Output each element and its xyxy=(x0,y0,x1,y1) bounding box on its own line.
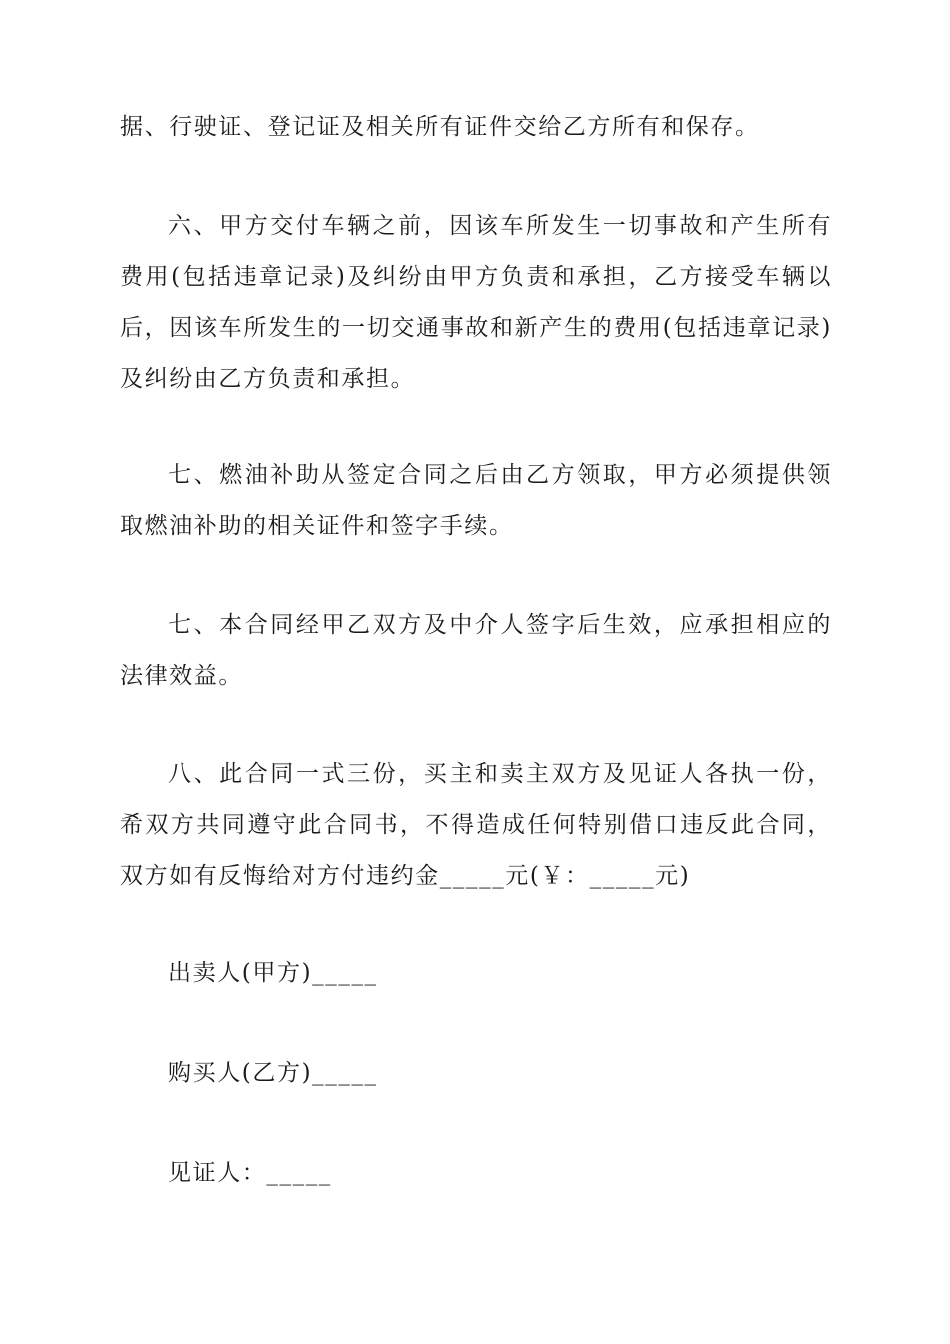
clause-eight: 八、此合同一式三份，买主和卖主双方及见证人各执一份，希双方共同遵守此合同书，不得造成任何特别借口违反此合同，双方如有反悔给对方付违约金_____元(￥：_____元) xyxy=(120,761,832,889)
clause-seven-effectiveness: 七、本合同经甲乙双方及中介人签字后生效，应承担相应的法律效益。 xyxy=(120,612,832,689)
clause-seven-fuel-subsidy: 七、燃油补助从签定合同之后由乙方领取，甲方必须提供领取燃油补助的相关证件和签字手续。 xyxy=(120,462,832,539)
buyer-signature-line: 购买人(乙方)_____ xyxy=(168,1060,378,1086)
paragraph-continuation: 据、行驶证、登记证及相关所有证件交给乙方所有和保存。 xyxy=(120,114,760,140)
witness-signature-line: 见证人：_____ xyxy=(168,1160,332,1186)
seller-signature-line: 出卖人(甲方)_____ xyxy=(168,960,378,986)
clause-six: 六、甲方交付车辆之前，因该车所发生一切事故和产生所有费用(包括违章记录)及纠纷由甲方负责和承担，乙方接受车辆以后，因该车所发生的一切交通事故和新产生的费用(包括违章记录)及纠纷由乙方负责和承担。 xyxy=(120,213,832,392)
